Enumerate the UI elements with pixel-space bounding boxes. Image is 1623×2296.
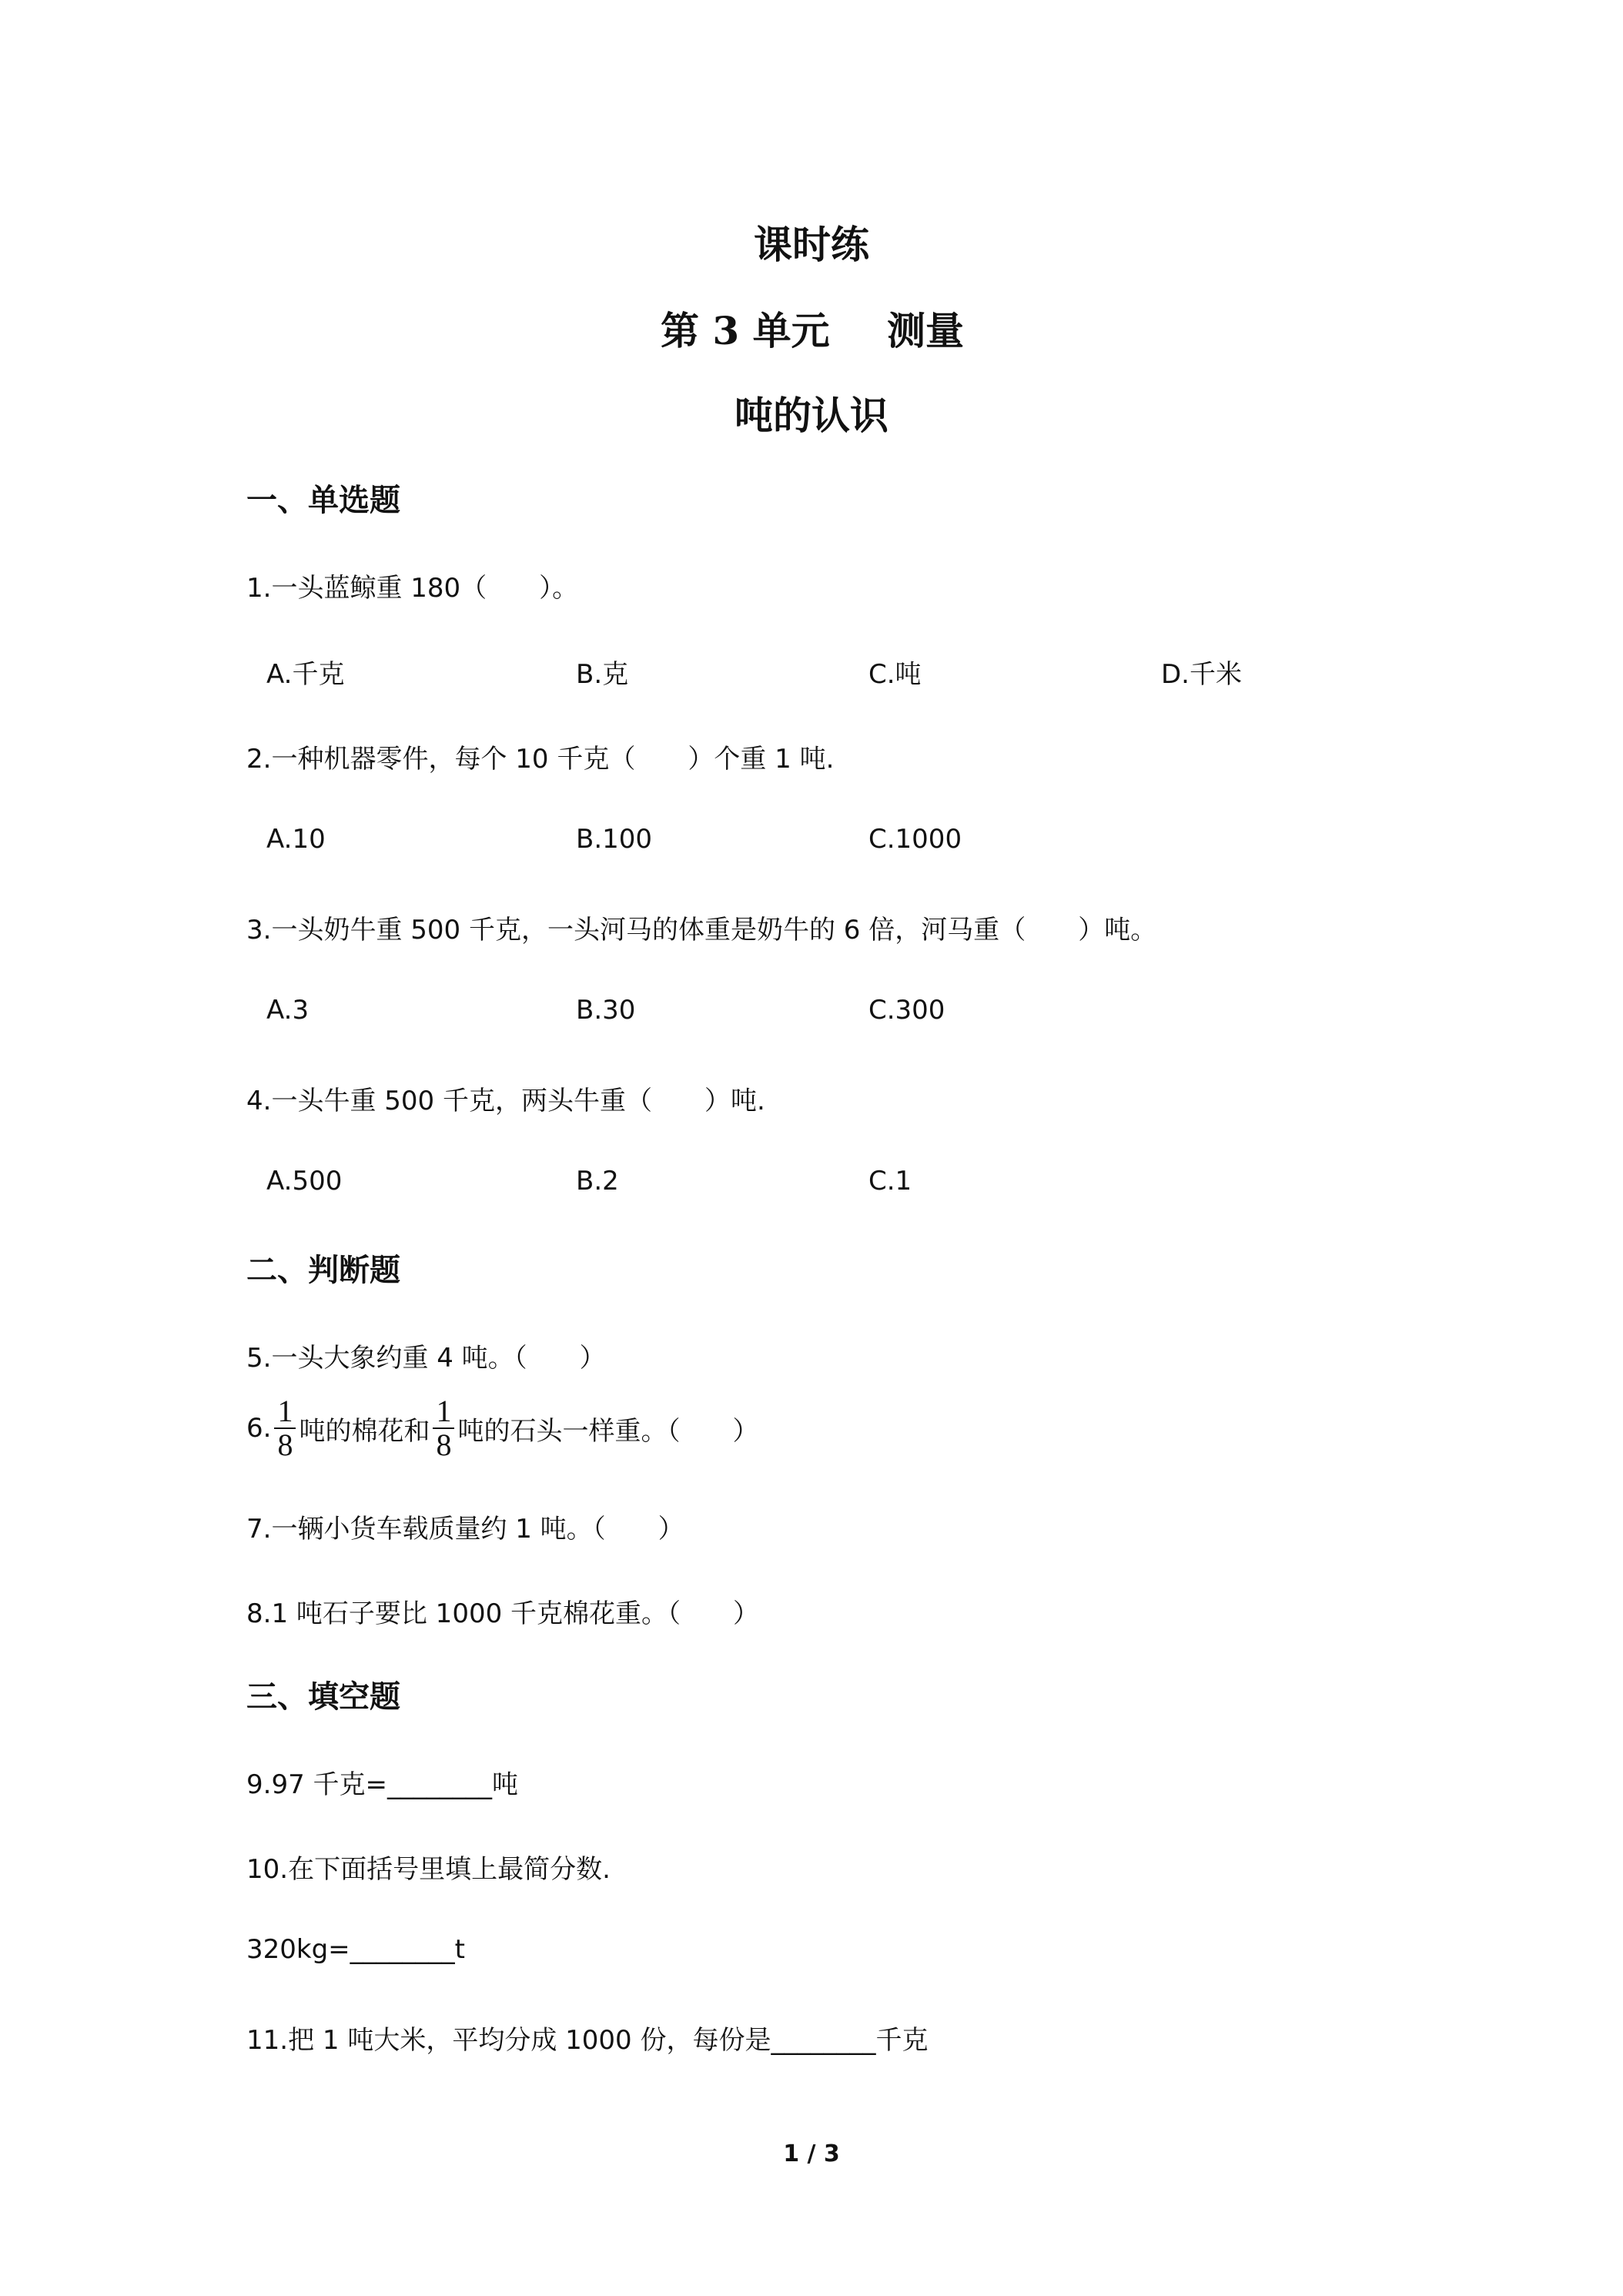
q3-option-c[interactable]: C.300 (868, 995, 945, 1026)
section-heading-single-choice: 一、单选题 (246, 483, 400, 518)
lesson-title: 吨的认识 (735, 393, 888, 438)
q6-fraction-2 (433, 1395, 454, 1461)
unit-number: 第 3 单元 (661, 308, 830, 353)
q2-option-b[interactable]: B.100 (576, 824, 653, 855)
q6-suffix: 吨的石头一样重。（ ） (457, 1415, 759, 1447)
q4-option-a[interactable]: A.500 (266, 1166, 343, 1197)
question-1: 1.一头蓝鲸重 180（ ）。 (246, 573, 579, 604)
q6-fraction-1-numerator: 1 (274, 1395, 296, 1429)
unit-topic: 测量 (887, 308, 964, 353)
q6-fraction-1 (274, 1395, 296, 1461)
question-4: 4.一头牛重 500 千克，两头牛重（ ）吨. (246, 1086, 765, 1116)
q6-fraction-1-denominator: 8 (277, 1427, 293, 1462)
q3-option-b[interactable]: B.30 (576, 995, 636, 1026)
question-6 (246, 1395, 758, 1461)
page-number: 1 / 3 (783, 2140, 840, 2167)
q4-option-b[interactable]: B.2 (576, 1166, 619, 1197)
q1-option-c[interactable]: C.吨 (868, 659, 922, 690)
q1-option-b[interactable]: B.克 (576, 659, 629, 690)
q3-option-a[interactable]: A.3 (266, 995, 310, 1026)
question-9: 9.97 千克=________吨 (246, 1769, 518, 1800)
q6-fraction-2-denominator: 8 (436, 1427, 452, 1462)
q2-option-c[interactable]: C.1000 (868, 824, 962, 855)
q1-option-a[interactable]: A.千克 (266, 659, 345, 690)
q6-fraction-2-numerator: 1 (433, 1395, 454, 1429)
q4-option-c[interactable]: C.1 (868, 1166, 912, 1197)
q6-prefix: 6. (246, 1413, 272, 1444)
question-7: 7.一辆小货车载质量约 1 吨。（ ） (246, 1514, 684, 1545)
page-title: 课时练 (754, 222, 869, 267)
q1-option-d[interactable]: D.千米 (1161, 659, 1242, 690)
section-heading-fill-blank: 三、填空题 (246, 1679, 400, 1715)
question-2: 2.一种机器零件，每个 10 千克（ ）个重 1 吨. (246, 744, 835, 775)
q6-middle-text: 吨的棉花和 (299, 1415, 430, 1447)
section-heading-true-false: 二、判断题 (246, 1253, 400, 1288)
question-11: 11.把 1 吨大米，平均分成 1000 份，每份是________千克 (246, 2025, 929, 2056)
question-3: 3.一头奶牛重 500 千克，一头河马的体重是奶牛的 6 倍，河马重（ ）吨。 (246, 915, 1157, 946)
question-10-blank: 320kg=________t (246, 1934, 465, 1965)
q2-option-a[interactable]: A.10 (266, 824, 326, 855)
question-10: 10.在下面括号里填上最简分数. (246, 1854, 611, 1885)
question-5: 5.一头大象约重 4 吨。（ ） (246, 1343, 606, 1374)
question-8: 8.1 吨石子要比 1000 千克棉花重。（ ） (246, 1598, 760, 1629)
